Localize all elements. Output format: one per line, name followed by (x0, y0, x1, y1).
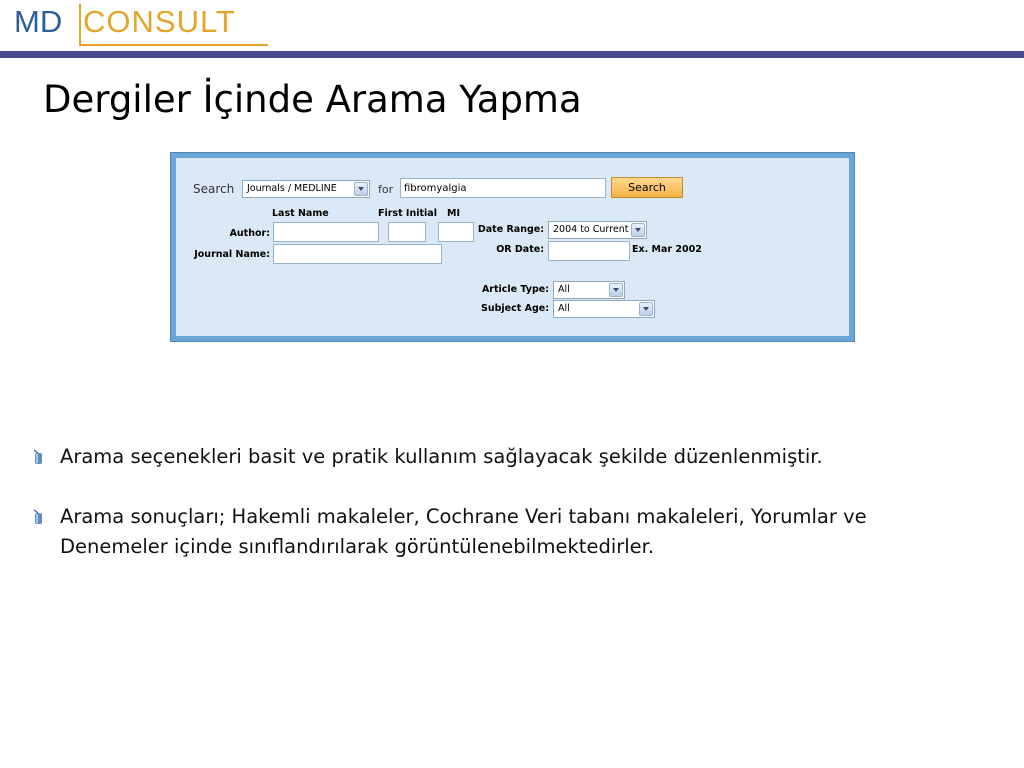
chevron-down-icon[interactable] (631, 223, 645, 237)
header-bar (0, 51, 1024, 58)
article-type-select-value: All (558, 284, 570, 295)
bullet-text: Arama seçenekleri basit ve pratik kullanım sağlayacak şekilde düzenlenmiştir. (60, 445, 823, 468)
date-range-select-value: 2004 to Current (553, 224, 629, 235)
chevron-down-icon[interactable] (354, 182, 368, 196)
or-date-input[interactable] (548, 241, 630, 261)
bullet-icon (33, 449, 43, 465)
search-query-input[interactable] (400, 178, 606, 198)
list-item (33, 502, 933, 562)
subject-age-select-value: All (558, 303, 570, 314)
journal-name-label: Journal Name: (194, 249, 270, 260)
source-select-value: Journals / MEDLINE (247, 183, 337, 194)
author-label: Author: (229, 228, 270, 239)
search-panel-body (176, 158, 849, 336)
chevron-down-icon[interactable] (609, 283, 623, 297)
article-type-label: Article Type: (481, 284, 549, 295)
logo-underline (81, 44, 268, 46)
journal-name-input[interactable] (273, 244, 442, 264)
page-title: Dergiler İçinde Arama Yapma (43, 78, 582, 121)
last-name-header: Last Name (272, 208, 329, 219)
date-range-select[interactable] (548, 221, 647, 239)
bullet-icon (33, 509, 43, 525)
mi-header: MI (447, 208, 460, 219)
or-date-label: OR Date: (496, 244, 544, 255)
first-initial-header: First Initial (378, 208, 437, 219)
date-range-label: Date Range: (477, 224, 544, 235)
bullet-text: Arama sonuçları; Hakemli makaleler, Cochrane Veri tabanı makaleleri, Yorumlar ve Denemeler içinde sınıflandırılarak görüntülenebilmektedirler. (60, 505, 867, 558)
author-mi-input[interactable] (438, 222, 474, 242)
logo-md-text: MD (14, 4, 63, 39)
author-last-name-input[interactable] (273, 222, 379, 242)
logo-divider (79, 4, 81, 46)
source-select[interactable] (242, 180, 370, 198)
search-button[interactable]: Search (611, 177, 683, 198)
subject-age-select[interactable] (553, 300, 655, 318)
chevron-down-icon[interactable] (639, 302, 653, 316)
md-consult-logo (14, 0, 264, 48)
author-first-initial-input[interactable] (388, 222, 426, 242)
or-date-example: Ex. Mar 2002 (632, 244, 702, 255)
for-label: for (378, 183, 394, 196)
article-type-select[interactable] (553, 281, 625, 299)
search-label: Search (193, 182, 235, 196)
bullet-list (33, 442, 933, 562)
search-panel (170, 152, 855, 342)
list-item (33, 442, 933, 472)
subject-age-label: Subject Age: (481, 303, 549, 314)
logo-consult-text: CONSULT (83, 4, 236, 39)
